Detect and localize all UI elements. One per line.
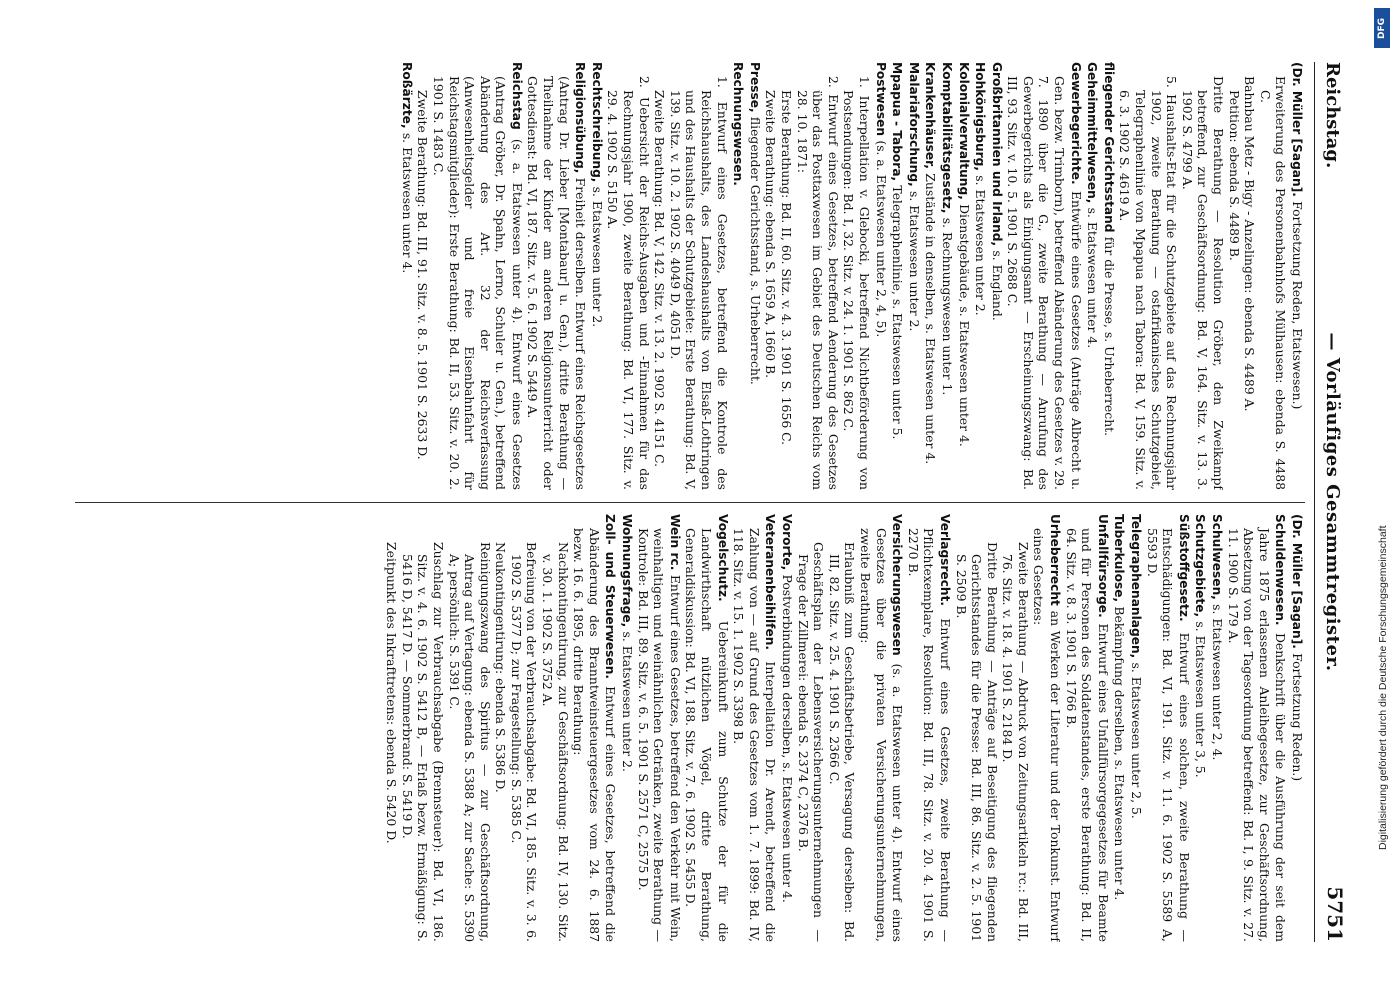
entry-text: s. Etatswesen unter 4. — [399, 132, 415, 274]
register-entry — [1117, 62, 1179, 490]
entry-text: Entwürfe eines Gesetzes (Anträge Albrecht u. Gen. bezw. Trimborn), betreffend Abänderung des Gesetzes v. 29. 7. 1890 über die G., zweite Berathung — Anrufung des Gewerbegerichts als Einigungsamt — Erscheinungszwang: Bd. III, 93. Sitz. v. 10. 5. 1901 S. 2688 C. — [1005, 76, 1084, 490]
entry-text: Entwurf eines solchen, zweite Berathung — Entschädigungen: Bd. VI, 191. Sitz. v. 11. 6. 1902 S. 5589 A, 5593 D. — [1144, 528, 1192, 942]
entry-text: Petition: ebenda S. 4489 B. — [1226, 90, 1242, 261]
entry-keyword: Rechnungswesen. — [731, 62, 746, 186]
entry-text: 5. Haushalts-Etat für die Schutzgebiete auf das Rechnungsjahr 1902, zweite Berathung — ostafrikanisches Schutzgebiet, Telegraphenlinie von Mpapua nach Tabora: Bd. V, 159. Sitz. v. 6. 3. 1902 S. 4619 A. — [1117, 76, 1180, 490]
register-entry — [905, 62, 922, 490]
entry-keyword: Zoll- und Steuerwesen. — [603, 514, 618, 687]
entry-text: Bahnbau Metz - Bigy - Anzelingen: ebenda S. 4489 A. — [1242, 76, 1258, 412]
entry-text: Uebereinkunft zum Schutze der für die Landwirthschaft nützlichen Vögel, dritte Berathung, Generaldiskussion: Bd. VI, 188. Sitz. v. 7. 6. 1902 S. 5455 D. — [683, 528, 731, 942]
entry-keyword: Vogelschutz. — [715, 514, 730, 621]
entry-text: s. Etatswesen unter 2, 4. — [1210, 604, 1226, 761]
entry-keyword: Wein rc. — [667, 514, 682, 575]
register-entry — [618, 514, 635, 942]
column-divider — [75, 502, 1305, 503]
page-header — [1314, 62, 1349, 942]
entry-keyword: Unfallfürsorge. — [1095, 514, 1110, 624]
register-entry — [652, 62, 668, 490]
register-entry — [857, 514, 905, 942]
entry-text: Nachkontingentirung, zur Geschäftsordnung: Bd. IV, 130. Sitz. v. 30. 1. 1902 S. 3752 A. — [540, 542, 571, 942]
register-entry — [826, 514, 857, 942]
entry-keyword: Wohnungsfrage, — [620, 514, 635, 632]
entry-text: Entwurf eines Gesetzes, betreffend die Abänderung des Branntweinsteuergesetzes vom 24. 6. 1887 bezw. 16. 6. 1895, dritte Berathung: — [571, 528, 619, 942]
entry-text: Freiheit derselben. Entwurf eines Reichsgesetzes (Antrag Dr. Lieber [Montabaur] u. Gen.), dritte Berathung — Theilnahme der Kinder am anderen Religionsunterricht oder Gottesdienst: Bd. VI, 187. Sitz. v. 5. 6. 1902 S. 5449 A. — [525, 76, 589, 490]
register-entry — [635, 514, 683, 942]
entry-text: s. Etatswesen unter 3, 5. — [1193, 621, 1209, 778]
entry-text: Entwurf eines Gesetzes, zweite Berathung — Pflichtexemplare, Resolution: Bd. III, 78. Sitz. v. 20. 4. 1901 S. 2270 B. — [905, 528, 953, 942]
entry-text: Fortsetzung Reden.) — [1290, 653, 1305, 782]
entry-text: Entwurf eines Unfallfürsorgegesetzes für Beamte und für Personen des Soldatenstandes, erste Berathung: Bd. II, 64. Sitz. v. 8. 3. 1901 S. 1766 B. — [1063, 528, 1111, 942]
entry-keyword: Krankenhäuser, — [923, 62, 938, 174]
entry-text: Erlaubniß zum Geschäftsbetriebe, Versagung derselben: Bd. III, 82. Sitz. v. 25. 4. 1901 S. 2366 C. — [826, 542, 858, 942]
entry-text: Zweite Berathung: ebenda S. 1659 A, 1660 B. — [763, 90, 779, 379]
page-content — [59, 62, 1349, 942]
register-entry — [384, 514, 400, 942]
register-entry — [841, 62, 872, 490]
register-entry — [1179, 62, 1226, 490]
register-entry — [1005, 62, 1084, 490]
register-entry — [763, 62, 779, 490]
register-entry — [1192, 514, 1209, 942]
entry-keyword: Verlagsrecht. — [937, 514, 952, 619]
register-entry — [398, 62, 415, 490]
header-left: Reichstag. — [1322, 62, 1343, 169]
register-entry — [1226, 62, 1242, 490]
register-entry — [1127, 514, 1144, 942]
entry-keyword: (Dr. Müller [Sagan]. — [1290, 514, 1304, 654]
entry-text: s. Rechnungswesen unter 1. — [939, 217, 955, 396]
entry-keyword: fliegender Gerichtsstand — [1101, 62, 1116, 237]
register-entry — [683, 514, 731, 942]
register-entry — [1225, 514, 1288, 942]
register-entry — [493, 514, 509, 942]
entry-text: s. Etatswesen unter 2. — [589, 186, 605, 328]
entry-keyword: Gewerbegerichte. — [1068, 62, 1083, 191]
entry-text: 2. Uebersicht der Reichs-Ausgaben und -Einnahmen für das Rechnungsjahr 1900, zweite Berathung: Bd. VI, 177. Sitz. v. 29. 4. 1902 S. 5150 A. — [605, 76, 652, 490]
entry-keyword: Urheberrecht — [1048, 514, 1063, 611]
register-entry — [953, 514, 1000, 942]
entry-text: (s. a. Etatswesen unter 2, 4, 5). — [873, 140, 889, 338]
register-entry — [1288, 514, 1305, 942]
register-entry — [922, 62, 939, 490]
entry-text: (s. a. Etatswesen unter 4). Entwurf eines Gesetzes über die privaten Versicherungsunternehmungen, zweite Berathung: — [857, 528, 906, 942]
entry-text: Zuschlag zur Verbrauchsabgabe (Brennsteuer): Bd. VI, 186. Sitz. v. 4. 6. 1902 S. 5412 B, — Erlaß bezw. Ermäßigung: S. 5416 D, 5417 D. — Sommerbrand: S. 5419 D. — [399, 542, 446, 942]
register-entry — [571, 514, 619, 942]
register-entry — [795, 514, 826, 942]
entry-text: Dritte Berathung — Anträge auf Beseitigung des fliegenden Gerichtsstandes für die Presse: Bd. III, 86. Sitz. v. 2. 5. 1901 S. 2509 B. — [953, 542, 1000, 942]
entry-keyword: Vororte, — [780, 514, 794, 575]
entry-keyword: Presse, — [747, 62, 762, 117]
register-entry — [1100, 62, 1117, 490]
entry-keyword: Roßärzte, — [399, 62, 414, 133]
entry-text: Geschäftsplan der Lebensversicherungsunternehmungen — Frage der Zillmerei: ebenda S. 2374 C, 2376 B. — [795, 542, 827, 942]
register-entry — [731, 514, 779, 942]
register-entry — [988, 62, 1005, 490]
register-entry — [446, 514, 493, 942]
entry-text: 2. Entwurf eines Gesetzes, betreffend Aenderung des Gesetzes über das Posttaxwesen im Gebiet des Deutschen Reichs vom 28. 10. 1871: — [794, 76, 841, 490]
register-entry — [778, 62, 794, 490]
entry-text: für die Presse, s. Urheberrecht. — [1101, 236, 1117, 437]
register-entry — [508, 514, 539, 942]
entry-text: 1. Entwurf eines Gesetzes, betreffend die Kontrole des Reichshaushalts, des Landeshaushalts von Elsaß-Lothringen und des Haushalts der Schutzgebiete: Erste Berathung: Bd. V, 139. Sitz. v. 10. 2. 1902 S. 4049 D, 4051 D. — [667, 76, 730, 490]
register-entry — [525, 62, 588, 490]
entry-text: s. Etatswesen unter 2. — [620, 631, 636, 772]
register-entry — [399, 514, 446, 942]
entry-text: Zeitpunkt des Inkrafttretens: ebenda S. 5420 D. — [384, 542, 400, 844]
register-entry — [955, 62, 972, 490]
entry-text: Entwurf eines Gesetzes, betreffend den Verkehr mit Wein, weinhaltigen und weinähnlichen Getränken, zweite Berathung — Kontrole: Bd. III, 89. Sitz. v. 6. 5. 1901 S. 2571 C, 2575 D. — [635, 528, 683, 942]
entry-text: s. England. — [989, 250, 1005, 321]
register-entry — [1144, 514, 1192, 942]
entry-text: fliegender Gerichtsstand, s. Urheberrecht. — [747, 116, 763, 385]
entry-text: Erste Berathung: Bd. II, 60. Sitz. v. 4. 3. 1901 S. 1656 C. — [779, 90, 794, 446]
entry-text: Fortsetzung Reden, Etatswesen.) — [1290, 201, 1305, 410]
entry-keyword: Telegraphenanlagen, — [1129, 514, 1144, 663]
register-entry — [1288, 62, 1305, 490]
register-entry — [415, 62, 431, 490]
entry-text: Reinigungszwang des Spiritus — zur Geschäftsordnung, Antrag auf Vertagung: ebenda S. 5388 A; zur Sache: S. 5390 A; persönlich: S. 5391 C. — [446, 542, 493, 942]
header-title: — Vorläufiges Gesammtregister. — [1322, 332, 1343, 672]
entry-text: s. Etatswesen unter 4. — [1085, 207, 1101, 349]
register-entry — [1084, 62, 1101, 490]
entry-text: Zustände in denselben, s. Etatswesen unter 4. — [923, 173, 939, 465]
entry-text: Telegraphenlinie, s. Etatswesen unter 5. — [890, 185, 906, 440]
entry-keyword: Schuldenwesen. — [1273, 514, 1288, 633]
register-entry — [1257, 62, 1288, 490]
entry-keyword: (Dr. Müller [Sagan]. — [1290, 62, 1304, 202]
entry-text: Dritte Berathung — Resolution Gröber, den Zweikampf betreffend, zur Geschäftsordnung: Bd. V, 164. Sitz. v. 13. 3. 1902 S. 4799 A. — [1179, 76, 1227, 490]
entry-keyword: Postwesen — [873, 62, 888, 141]
entry-keyword: Geheimmittelwesen, — [1085, 62, 1100, 208]
register-entry — [1063, 514, 1111, 942]
entry-keyword: Reichstag — [509, 62, 524, 139]
register-entry — [938, 62, 955, 490]
entry-text: s. Etatswesen unter 2. — [973, 175, 989, 316]
entry-text: Zweite Berathung: Bd. V, 142. Sitz. v. 13. 2. 1902 S. 4151 C. — [652, 90, 668, 468]
entry-keyword: Versicherungswesen — [890, 514, 905, 664]
left-column — [65, 62, 1305, 490]
register-entry — [905, 514, 953, 942]
register-entry — [872, 62, 889, 490]
entry-text: (s. a. Etatswesen unter 4). Entwurf eines Gesetzes (Antrag Gröber, Dr. Spahn, Lerno, Schuler u. Gen.), betreffend Abänderung des Art. 32 der Reichsverfassung (Anwesenheitsgelder und freie Eisenbahnfahrt für Reichstagsmitglieder): Erste Berathung: Bd. II, 53. Sitz. v. 20. 2. 1901 S. 1483 C. — [430, 76, 525, 490]
register-entry — [972, 62, 989, 490]
entry-keyword: Schutzgebiete, — [1193, 514, 1208, 622]
register-entry — [588, 62, 605, 490]
entry-text: an Werken der Literatur und der Tonkunst. Entwurf eines Gesetzes: — [1031, 528, 1064, 942]
entry-keyword: Kolonialverwaltung, — [956, 62, 971, 205]
entry-keyword: Tuberkulose, — [1112, 514, 1127, 607]
entry-keyword: Religionsübung, — [573, 62, 588, 178]
entry-text: Bekämpfung derselben, s. Etatswesen unter 4. — [1112, 606, 1128, 901]
register-entry — [794, 62, 841, 490]
register-entry — [430, 62, 525, 490]
entry-text: Zweite Berathung — Abdruck von Zeitungsartikeln rc.: Bd. III, 76. Sitz. v. 18. 4. 1901 S. 2184 D. — [1000, 542, 1031, 942]
entry-text: Zweite Berathung: Bd. III, 91. Sitz. v. 8. 5. 1901 S. 2633 D. — [415, 90, 431, 460]
digitization-credit: Digitalisierung gefördert durch die Deutsche Forschungsgemeinschaft — [1377, 525, 1389, 850]
entry-text: s. Etatswesen unter 2. — [906, 190, 922, 332]
entry-keyword: Komptabilitätsgesetz, — [939, 62, 954, 218]
entry-keyword: Hohkönigsburg, — [973, 62, 988, 176]
register-entry — [605, 62, 652, 490]
register-entry — [1031, 514, 1063, 942]
register-entry — [730, 62, 747, 490]
register-entry — [746, 62, 763, 490]
entry-text: Postverbindungen derselben, s. Etatswesen unter 4. — [780, 574, 795, 903]
entry-text: Neukontingentirung: ebenda S. 5386 D. — [493, 542, 509, 793]
register-entry — [667, 62, 729, 490]
entry-keyword: Rechtschreibung, — [589, 62, 604, 187]
register-entry — [1111, 514, 1128, 942]
entry-keyword: Mpapua - Tabora, — [890, 62, 905, 186]
dfg-logo: DFG — [1374, 8, 1390, 48]
register-entry — [1242, 62, 1258, 490]
entry-text: Erweiterung des Personenbahnhofs Mülhausen: ebenda S. 4488 C. — [1257, 76, 1289, 490]
entry-text: 1. Interpellation v. Glebocki, betreffend Nichtbeförderung von Postsendungen: Bd. I, 32. Sitz. v. 24. 1. 1901 S. 862 C. — [841, 76, 872, 490]
register-entry — [889, 62, 906, 490]
register-entry — [1208, 514, 1225, 942]
register-entry — [540, 514, 571, 942]
entry-keyword: Veteranenbeihilfen. — [763, 514, 778, 662]
entry-text: Dienstgebäude, s. Etatswesen unter 4. — [956, 204, 972, 447]
entry-keyword: Malariaforschung, — [906, 62, 921, 191]
right-column — [65, 514, 1305, 942]
entry-keyword: Schulwesen, — [1210, 514, 1225, 605]
page-number: 5751 — [1323, 886, 1347, 942]
register-entry — [778, 514, 795, 942]
entry-text: Befreiung von der Verbrauchsabgabe: Bd. VI, 185. Sitz. v. 3. 6. 1902 S. 5377 D; zur Fragestellung: S. 5385 C. — [508, 542, 540, 942]
entry-text: Denkschrift über die Ausführung der seit dem Jahre 1875 erlassenen Anleihegesetze, zur Geschäftsordnung, Absetzung von der Tagesordnung betreffend: Bd. I, 9. Sitz. v. 27. 11. 1900 S. 179 A. — [1225, 528, 1289, 942]
entry-text: s. Etatswesen unter 2, 5. — [1129, 662, 1145, 819]
entry-text: Interpellation Dr. Arendt, betreffend die Zahlung von — auf Grund des Gesetzes vom 1. 7. 1899: Bd. IV, 118. Sitz. v. 15. 1. 1902 S. 3398 B. — [731, 528, 779, 942]
register-entry — [1000, 514, 1031, 942]
entry-keyword: Großbritannien und Irland, — [989, 62, 1004, 251]
entry-keyword: Süßstoffgesetz. — [1176, 514, 1191, 633]
